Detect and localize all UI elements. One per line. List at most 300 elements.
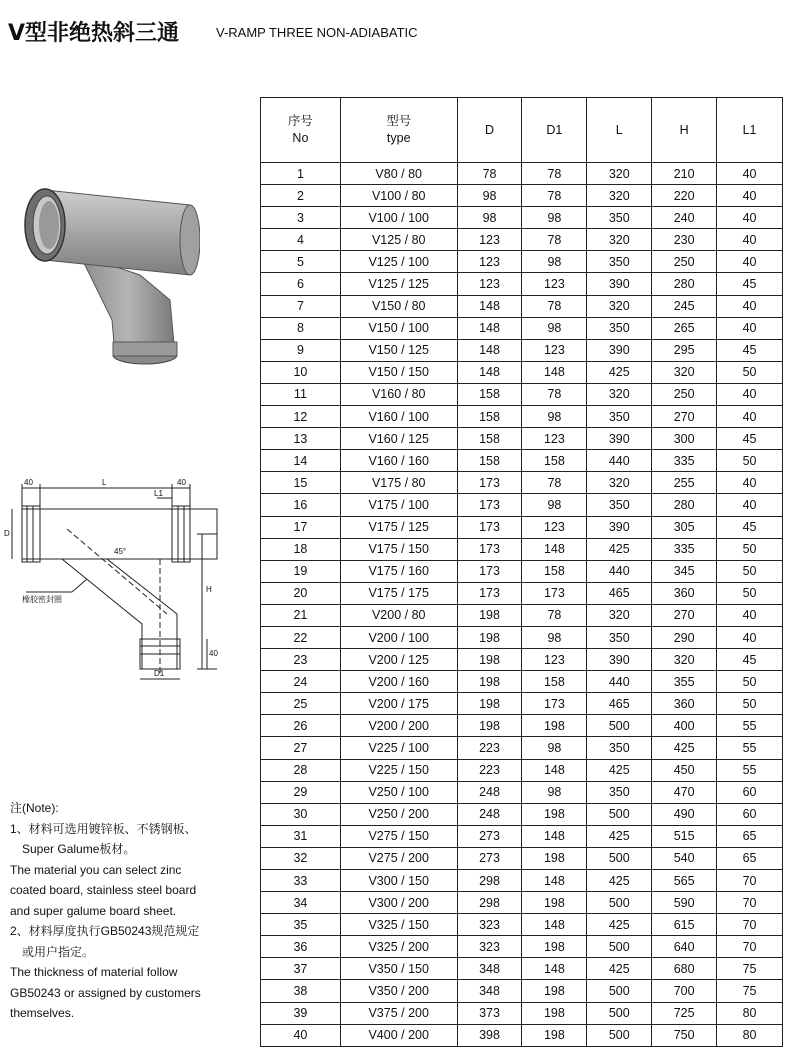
cell-d: 123 xyxy=(457,229,522,251)
cell-l: 390 xyxy=(587,428,652,450)
cell-d: 98 xyxy=(457,185,522,207)
cell-type: V175 / 150 xyxy=(340,538,457,560)
cell-type: V200 / 160 xyxy=(340,671,457,693)
cell-d: 148 xyxy=(457,295,522,317)
cell-h: 750 xyxy=(652,1024,717,1046)
note-2-cn-line-2: 或用户指定。 xyxy=(22,944,95,959)
cell-l: 425 xyxy=(587,361,652,383)
cell-h: 280 xyxy=(652,273,717,295)
cell-l1: 40 xyxy=(717,251,783,273)
cell-l1: 55 xyxy=(717,759,783,781)
note-1-en-line-3: and super galume board sheet. xyxy=(10,903,177,918)
header-type-en: type xyxy=(386,131,411,145)
cell-h: 335 xyxy=(652,538,717,560)
product-photo xyxy=(20,180,200,380)
cell-no: 7 xyxy=(261,295,341,317)
cell-d1: 148 xyxy=(522,361,587,383)
cell-l: 350 xyxy=(587,317,652,339)
cell-l: 350 xyxy=(587,251,652,273)
table-row xyxy=(261,582,783,604)
cell-d: 273 xyxy=(457,825,522,847)
cell-h: 335 xyxy=(652,450,717,472)
cell-l1: 50 xyxy=(717,361,783,383)
cell-d: 148 xyxy=(457,361,522,383)
cell-d1: 198 xyxy=(522,715,587,737)
cell-l1: 80 xyxy=(717,1002,783,1024)
cell-l1: 70 xyxy=(717,936,783,958)
cell-l: 320 xyxy=(587,383,652,405)
cell-l: 390 xyxy=(587,273,652,295)
cell-type: V200 / 175 xyxy=(340,693,457,715)
cell-h: 230 xyxy=(652,229,717,251)
cell-l1: 40 xyxy=(717,207,783,229)
cell-no: 29 xyxy=(261,781,341,803)
cell-type: V175 / 175 xyxy=(340,582,457,604)
note-2-en-line-2: GB50243 or assigned by customers xyxy=(10,985,201,1000)
cell-l1: 40 xyxy=(717,494,783,516)
cell-d1: 78 xyxy=(522,229,587,251)
cell-l: 500 xyxy=(587,1024,652,1046)
cell-d: 78 xyxy=(457,163,522,185)
cell-h: 345 xyxy=(652,560,717,582)
header-l1: L1 xyxy=(717,98,783,163)
header-type xyxy=(340,98,457,163)
cell-l: 500 xyxy=(587,715,652,737)
cell-h: 680 xyxy=(652,958,717,980)
dim-l: L xyxy=(102,478,107,487)
table-row xyxy=(261,229,783,251)
cell-no: 1 xyxy=(261,163,341,185)
cell-l: 425 xyxy=(587,914,652,936)
cell-d1: 123 xyxy=(522,649,587,671)
table-row xyxy=(261,914,783,936)
cell-no: 40 xyxy=(261,1024,341,1046)
header-d: D xyxy=(457,98,522,163)
cell-d: 123 xyxy=(457,251,522,273)
cell-d: 223 xyxy=(457,737,522,759)
cell-type: V275 / 200 xyxy=(340,847,457,869)
cell-l: 350 xyxy=(587,781,652,803)
cell-l: 425 xyxy=(587,759,652,781)
cell-h: 270 xyxy=(652,406,717,428)
cell-l: 500 xyxy=(587,803,652,825)
cell-h: 210 xyxy=(652,163,717,185)
cell-d1: 158 xyxy=(522,671,587,693)
cell-d1: 78 xyxy=(522,163,587,185)
cell-h: 250 xyxy=(652,251,717,273)
cell-d1: 123 xyxy=(522,428,587,450)
cell-l1: 65 xyxy=(717,825,783,847)
cell-l1: 40 xyxy=(717,406,783,428)
cell-type: V150 / 150 xyxy=(340,361,457,383)
cell-h: 320 xyxy=(652,361,717,383)
cell-type: V150 / 100 xyxy=(340,317,457,339)
cell-l: 440 xyxy=(587,450,652,472)
table-row xyxy=(261,936,783,958)
cell-h: 250 xyxy=(652,383,717,405)
header-l: L xyxy=(587,98,652,163)
cell-type: V200 / 100 xyxy=(340,626,457,648)
cell-type: V100 / 80 xyxy=(340,185,457,207)
cell-l: 390 xyxy=(587,649,652,671)
table-row xyxy=(261,715,783,737)
dim-40-bottom: 40 xyxy=(209,649,218,658)
cell-h: 245 xyxy=(652,295,717,317)
cell-d1: 98 xyxy=(522,207,587,229)
cell-no: 15 xyxy=(261,472,341,494)
cell-d: 348 xyxy=(457,958,522,980)
cell-h: 270 xyxy=(652,604,717,626)
cell-no: 20 xyxy=(261,582,341,604)
note-2-cn-line-1: 2、材料厚度执行GB50243规范规定 xyxy=(10,924,200,938)
cell-l1: 40 xyxy=(717,295,783,317)
cell-h: 470 xyxy=(652,781,717,803)
dim-45: 45° xyxy=(114,547,127,556)
cell-d: 173 xyxy=(457,472,522,494)
cell-type: V175 / 100 xyxy=(340,494,457,516)
cell-d1: 123 xyxy=(522,516,587,538)
cell-type: V200 / 125 xyxy=(340,649,457,671)
cell-d: 198 xyxy=(457,671,522,693)
dim-40-right: 40 xyxy=(177,478,186,487)
cell-l: 320 xyxy=(587,295,652,317)
cell-type: V160 / 100 xyxy=(340,406,457,428)
cell-l1: 45 xyxy=(717,649,783,671)
cell-d: 198 xyxy=(457,715,522,737)
cell-h: 255 xyxy=(652,472,717,494)
header-no xyxy=(261,98,341,163)
cell-no: 31 xyxy=(261,825,341,847)
cell-type: V250 / 100 xyxy=(340,781,457,803)
table-row xyxy=(261,251,783,273)
cell-l1: 50 xyxy=(717,671,783,693)
table-row xyxy=(261,472,783,494)
cell-no: 34 xyxy=(261,892,341,914)
cell-no: 26 xyxy=(261,715,341,737)
cell-no: 28 xyxy=(261,759,341,781)
cell-h: 400 xyxy=(652,715,717,737)
table-row xyxy=(261,185,783,207)
cell-no: 30 xyxy=(261,803,341,825)
cell-d1: 148 xyxy=(522,759,587,781)
table-body xyxy=(261,163,783,1047)
cell-type: V150 / 80 xyxy=(340,295,457,317)
cell-type: V250 / 200 xyxy=(340,803,457,825)
table-header-row xyxy=(261,98,783,163)
cell-d1: 158 xyxy=(522,560,587,582)
cell-h: 450 xyxy=(652,759,717,781)
cell-d1: 98 xyxy=(522,251,587,273)
cell-d1: 198 xyxy=(522,803,587,825)
cell-d: 323 xyxy=(457,914,522,936)
cell-d: 198 xyxy=(457,693,522,715)
table-row xyxy=(261,847,783,869)
cell-l1: 55 xyxy=(717,715,783,737)
cell-d1: 98 xyxy=(522,781,587,803)
cell-h: 240 xyxy=(652,207,717,229)
cell-h: 265 xyxy=(652,317,717,339)
cell-l1: 45 xyxy=(717,273,783,295)
table-row xyxy=(261,163,783,185)
cell-type: V175 / 125 xyxy=(340,516,457,538)
cell-d: 373 xyxy=(457,1002,522,1024)
cell-l1: 75 xyxy=(717,980,783,1002)
cell-l: 500 xyxy=(587,936,652,958)
cell-l: 320 xyxy=(587,229,652,251)
cell-no: 36 xyxy=(261,936,341,958)
cell-d1: 198 xyxy=(522,980,587,1002)
cell-h: 615 xyxy=(652,914,717,936)
cell-l1: 45 xyxy=(717,516,783,538)
cell-l1: 70 xyxy=(717,892,783,914)
cell-l: 390 xyxy=(587,339,652,361)
cell-h: 290 xyxy=(652,626,717,648)
cell-l: 440 xyxy=(587,671,652,693)
note-1-en-line-1: The material you can select zinc xyxy=(10,862,182,877)
cell-l1: 55 xyxy=(717,737,783,759)
cell-l: 350 xyxy=(587,406,652,428)
cell-type: V300 / 200 xyxy=(340,892,457,914)
table-row xyxy=(261,1024,783,1046)
cell-type: V350 / 150 xyxy=(340,958,457,980)
cell-l1: 40 xyxy=(717,626,783,648)
cell-l: 350 xyxy=(587,737,652,759)
cell-d: 173 xyxy=(457,582,522,604)
cell-type: V200 / 200 xyxy=(340,715,457,737)
cell-d1: 173 xyxy=(522,693,587,715)
cell-type: V225 / 100 xyxy=(340,737,457,759)
cell-h: 515 xyxy=(652,825,717,847)
cell-l: 320 xyxy=(587,163,652,185)
cell-no: 13 xyxy=(261,428,341,450)
cell-l1: 50 xyxy=(717,582,783,604)
cell-d1: 148 xyxy=(522,870,587,892)
cell-type: V125 / 100 xyxy=(340,251,457,273)
header-d1: D1 xyxy=(522,98,587,163)
cell-l1: 50 xyxy=(717,693,783,715)
cell-d1: 123 xyxy=(522,339,587,361)
cell-type: V125 / 125 xyxy=(340,273,457,295)
cell-d: 148 xyxy=(457,339,522,361)
cell-l: 320 xyxy=(587,604,652,626)
table-row xyxy=(261,870,783,892)
header-no-en: No xyxy=(292,131,309,145)
table-row xyxy=(261,825,783,847)
cell-h: 425 xyxy=(652,737,717,759)
table-row xyxy=(261,759,783,781)
cell-d1: 78 xyxy=(522,295,587,317)
cell-h: 280 xyxy=(652,494,717,516)
header-no-cn: 序号 xyxy=(287,114,313,128)
cell-l: 320 xyxy=(587,472,652,494)
cell-type: V80 / 80 xyxy=(340,163,457,185)
cell-d: 223 xyxy=(457,759,522,781)
cell-no: 25 xyxy=(261,693,341,715)
cell-h: 360 xyxy=(652,582,717,604)
cell-d1: 148 xyxy=(522,538,587,560)
cell-type: V175 / 80 xyxy=(340,472,457,494)
cell-type: V125 / 80 xyxy=(340,229,457,251)
dim-h: H xyxy=(206,585,212,594)
table-row xyxy=(261,980,783,1002)
cell-no: 22 xyxy=(261,626,341,648)
cell-l1: 40 xyxy=(717,185,783,207)
cell-no: 18 xyxy=(261,538,341,560)
cell-d1: 148 xyxy=(522,825,587,847)
cell-l: 500 xyxy=(587,980,652,1002)
cell-h: 590 xyxy=(652,892,717,914)
cell-no: 19 xyxy=(261,560,341,582)
cell-h: 565 xyxy=(652,870,717,892)
cell-l: 425 xyxy=(587,825,652,847)
cell-l1: 80 xyxy=(717,1024,783,1046)
cell-d: 173 xyxy=(457,494,522,516)
note-1-cn-line-1: 1、材料可选用镀锌板、不锈钢板、 xyxy=(10,821,197,836)
cell-d: 348 xyxy=(457,980,522,1002)
seal-label: 橡胶密封圈 xyxy=(22,595,62,604)
cell-no: 14 xyxy=(261,450,341,472)
cell-d: 98 xyxy=(457,207,522,229)
cell-l: 465 xyxy=(587,693,652,715)
table-row xyxy=(261,428,783,450)
cell-h: 320 xyxy=(652,649,717,671)
table-row xyxy=(261,803,783,825)
cell-h: 355 xyxy=(652,671,717,693)
cell-type: V325 / 150 xyxy=(340,914,457,936)
cell-d1: 98 xyxy=(522,406,587,428)
cell-l1: 60 xyxy=(717,803,783,825)
table-row xyxy=(261,450,783,472)
cell-l1: 65 xyxy=(717,847,783,869)
cell-d: 198 xyxy=(457,626,522,648)
cell-type: V160 / 80 xyxy=(340,383,457,405)
cell-no: 37 xyxy=(261,958,341,980)
cell-d: 248 xyxy=(457,803,522,825)
cell-no: 32 xyxy=(261,847,341,869)
cell-no: 27 xyxy=(261,737,341,759)
cell-l1: 40 xyxy=(717,383,783,405)
dim-d: D xyxy=(4,529,10,538)
cell-no: 38 xyxy=(261,980,341,1002)
cell-d: 248 xyxy=(457,781,522,803)
cell-h: 540 xyxy=(652,847,717,869)
cell-d: 298 xyxy=(457,892,522,914)
table-row xyxy=(261,1002,783,1024)
cell-d: 158 xyxy=(457,428,522,450)
cell-d: 198 xyxy=(457,649,522,671)
table-row xyxy=(261,560,783,582)
cell-d: 198 xyxy=(457,604,522,626)
table-row xyxy=(261,494,783,516)
table-row xyxy=(261,317,783,339)
cell-l: 350 xyxy=(587,494,652,516)
table-row xyxy=(261,604,783,626)
note-2-en-line-3: themselves. xyxy=(10,1006,75,1020)
cell-l1: 40 xyxy=(717,229,783,251)
cell-type: V100 / 100 xyxy=(340,207,457,229)
cell-no: 17 xyxy=(261,516,341,538)
cell-type: V300 / 150 xyxy=(340,870,457,892)
cell-no: 24 xyxy=(261,671,341,693)
table-row xyxy=(261,693,783,715)
cell-type: V200 / 80 xyxy=(340,604,457,626)
cell-type: V175 / 160 xyxy=(340,560,457,582)
dim-l1: L1 xyxy=(154,489,163,498)
cell-no: 33 xyxy=(261,870,341,892)
table-row xyxy=(261,892,783,914)
cell-l1: 40 xyxy=(717,317,783,339)
cell-h: 700 xyxy=(652,980,717,1002)
note-2-en-line-1: The thickness of material follow xyxy=(10,965,178,979)
cell-type: V160 / 160 xyxy=(340,450,457,472)
notes xyxy=(10,798,255,1024)
cell-d1: 148 xyxy=(522,958,587,980)
table-row xyxy=(261,516,783,538)
note-1-en-line-2: coated board, stainless steel board xyxy=(10,883,197,897)
cell-type: V375 / 200 xyxy=(340,1002,457,1024)
cell-l: 465 xyxy=(587,582,652,604)
cell-d: 173 xyxy=(457,538,522,560)
table-row xyxy=(261,649,783,671)
cell-no: 21 xyxy=(261,604,341,626)
cell-d1: 148 xyxy=(522,914,587,936)
cell-d1: 198 xyxy=(522,892,587,914)
cell-l: 425 xyxy=(587,958,652,980)
cell-l: 440 xyxy=(587,560,652,582)
cell-no: 4 xyxy=(261,229,341,251)
cell-l: 350 xyxy=(587,207,652,229)
cell-d1: 78 xyxy=(522,185,587,207)
cell-l1: 60 xyxy=(717,781,783,803)
header-h: H xyxy=(652,98,717,163)
technical-drawing xyxy=(2,474,227,684)
cell-h: 640 xyxy=(652,936,717,958)
cell-d: 148 xyxy=(457,317,522,339)
cell-no: 6 xyxy=(261,273,341,295)
cell-h: 305 xyxy=(652,516,717,538)
cell-no: 9 xyxy=(261,339,341,361)
cell-l1: 45 xyxy=(717,428,783,450)
cell-h: 725 xyxy=(652,1002,717,1024)
cell-no: 12 xyxy=(261,406,341,428)
cell-l: 425 xyxy=(587,870,652,892)
cell-l1: 70 xyxy=(717,870,783,892)
cell-no: 2 xyxy=(261,185,341,207)
cell-d: 273 xyxy=(457,847,522,869)
cell-type: V160 / 125 xyxy=(340,428,457,450)
cell-d1: 98 xyxy=(522,626,587,648)
cell-type: V400 / 200 xyxy=(340,1024,457,1046)
cell-h: 490 xyxy=(652,803,717,825)
cell-no: 8 xyxy=(261,317,341,339)
cell-d1: 98 xyxy=(522,317,587,339)
cell-no: 35 xyxy=(261,914,341,936)
cell-type: V275 / 150 xyxy=(340,825,457,847)
cell-d1: 123 xyxy=(522,273,587,295)
cell-l1: 40 xyxy=(717,163,783,185)
table-row xyxy=(261,361,783,383)
cell-type: V325 / 200 xyxy=(340,936,457,958)
cell-d1: 78 xyxy=(522,472,587,494)
cell-no: 39 xyxy=(261,1002,341,1024)
cell-l1: 50 xyxy=(717,450,783,472)
table-row xyxy=(261,737,783,759)
cell-d: 158 xyxy=(457,406,522,428)
cell-d1: 198 xyxy=(522,847,587,869)
cell-d: 158 xyxy=(457,450,522,472)
table-row xyxy=(261,207,783,229)
table-row xyxy=(261,339,783,361)
